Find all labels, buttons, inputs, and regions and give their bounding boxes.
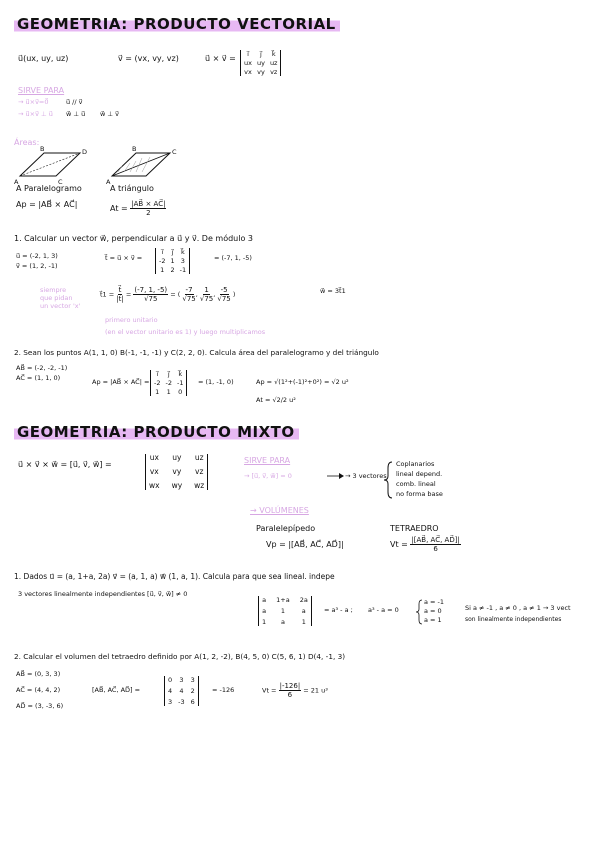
brace-item-1: Coplanarios <box>396 460 435 468</box>
tri-point-a: A <box>106 178 111 186</box>
sirve-title-vectorial: SIRVE PARA <box>18 86 65 95</box>
sirve-1b: u⃗ // v⃗ <box>66 98 83 106</box>
mixto-ex1-concl-2: son linealmente independientes <box>465 616 562 623</box>
ex2-matrix: i⃗ j⃗ k⃗ -2 -2 -1 1 1 0 <box>150 370 187 396</box>
brace-item-4: no forma base <box>396 490 443 498</box>
mixto-ex1-concl-1: Si a ≠ -1 , a ≠ 0 , a ≠ 1 → 3 vect <box>465 604 571 612</box>
mixto-sirve-title: SIRVE PARA <box>244 456 291 465</box>
ex2-ap2: Ap = √(1²+(-1)²+0²) = √2 u² <box>256 378 349 386</box>
parallelogram-diagonal <box>20 153 80 176</box>
para-point-d: D <box>82 148 88 156</box>
mixto-ex2-bracket: [AB⃗, AC⃗, AD⃗] = <box>92 686 141 694</box>
sirve-2c: w⃗ ⊥ v⃗ <box>100 110 119 118</box>
sirve-arrow-head <box>339 473 344 479</box>
mixto-ex2-ad: AD⃗ = (3, -3, 6) <box>16 702 64 710</box>
ex1-unit-vector: t⃗1 = $\frac{t⃗}{|t⃗|}$ = $\frac{(-7, 1, -5)}{√75}$ = ( $\frac{-7}{√75}$ , $\frac{1}{√75}$ , $\frac{-5}{√75}$ ) <box>100 286 236 303</box>
para-label: A Paralelogramo <box>16 184 82 193</box>
ex1-v: v⃗ = (1, 2, -1) <box>16 262 58 270</box>
mixto-ex2-matrix: 0 3 3 4 4 2 3 -3 6 <box>164 676 199 706</box>
para-point-b: B <box>40 145 45 153</box>
def-u: u⃗(ux, uy, uz) <box>18 54 69 63</box>
ex1-note-a: siempre <box>40 286 67 294</box>
mixto-ex2-title: 2. Calcular el volumen del tetraedro definido por A(1, 2, -2), B(4, 5, 0) C(5, 6, 1) D(4, -1, 3) <box>14 652 346 661</box>
mixto-ex2-vt: Vt = $\frac{|-126|}{6}$ = 21 u³ <box>262 682 328 699</box>
cross-matrix: i⃗ j⃗ k⃗ ux uy uz vx vy vz <box>240 50 281 76</box>
tri-point-b: B <box>132 145 137 153</box>
ex1-note-e: (en el vector unitario es 1) y luego multiplicamos <box>105 328 266 336</box>
mixto-ex1-title: 1. Dados u⃗ = (a, 1+a, 2a) v⃗ = (a, 1, a) w⃗ (1, a, 1). Calcula para que sea lineal. indepe <box>14 572 335 581</box>
sirve-2a: → u⃗×v⃗ ⊥ u⃗ <box>18 110 53 118</box>
ex2-res: = (1, -1, 0) <box>198 378 234 386</box>
brace <box>384 462 392 498</box>
mixto-ex1-sol-1: a = -1 <box>424 598 445 606</box>
mixto-ex1-eq: = a³ - a ; <box>324 606 353 614</box>
mixto-ex1-matrix: a 1+a 2a a 1 a 1 a 1 <box>258 596 312 626</box>
tri-point-c: C <box>172 148 177 156</box>
tetraedro-label: TETRAEDRO <box>390 524 439 533</box>
triangle-hatch <box>118 157 150 172</box>
mixto-ex2-det: = -126 <box>212 686 235 694</box>
ex1-u: u⃗ = (-2, 1, 3) <box>16 252 58 260</box>
ex1-matrix: i⃗ j⃗ k⃗ -2 1 3 1 2 -1 <box>155 248 190 274</box>
mixto-def-label: u⃗ × v⃗ × w⃗ = [u⃗, v⃗, w⃗] = <box>18 460 112 469</box>
para-formula: Ap = |AB⃗ × AC⃗| <box>16 200 78 209</box>
mixto-ex1-sol-2: a = 0 <box>424 607 442 615</box>
page-title-mixto: GEOMETRIA: PRODUCTO MIXTO <box>14 422 299 441</box>
sirve-1a: → u⃗×v⃗=0⃗ <box>18 98 49 106</box>
brace-item-2: lineal depend. <box>396 470 443 478</box>
ex2-at: At = √2/2 u² <box>256 396 296 404</box>
brace-item-3: comb. lineal <box>396 480 436 488</box>
def-v: v⃗ = (vx, vy, vz) <box>118 54 179 63</box>
mixto-ex2-ac: AC⃗ = (4, 4, 2) <box>16 686 61 694</box>
mixto-arrow-result: → 3 vectores <box>345 472 387 480</box>
triangle-diagonal <box>112 153 170 176</box>
mixto-sirve-line: → [u⃗, v⃗, w⃗] = 0 <box>244 472 292 480</box>
ex1-note-b: que pidan <box>40 294 73 302</box>
vt-formula: Vt = $\frac{|[AB⃗, AC⃗, AD⃗]|}{6}$ <box>390 536 460 553</box>
mixto-ex1-sol-3: a = 1 <box>424 616 442 624</box>
mixto-ex1-eq2: a³ - a = 0 <box>368 606 399 614</box>
tri-formula: At = $\frac{|AB⃗ \times AC⃗|}{2}$ <box>110 200 166 217</box>
mixto-def-matrix: ux uy uz vx vy vz wx wy wz <box>145 454 208 490</box>
para-point-a: A <box>14 178 19 186</box>
areas-title: Áreas: <box>14 138 40 147</box>
ex1-w: w⃗ = 3t⃗1 <box>320 287 346 295</box>
ex2-ap: Ap = |AB⃗ × AC⃗| = <box>92 378 150 386</box>
sirve-2b: w⃗ ⊥ u⃗ <box>66 110 86 118</box>
ex2-title: 2. Sean los puntos A(1, 1, 0) B(-1, -1, -1) y C(2, 2, 0). Calcula área del paralelogramo y del triángulo <box>14 348 379 357</box>
mixto-ex1-sub: 3 vectores linealmente independientes [u⃗, v⃗, w⃗] ≠ 0 <box>18 590 188 598</box>
ex1-sol-brace <box>416 600 422 624</box>
tri-label: A triángulo <box>110 184 154 193</box>
ex1-note-c: un vector 'x' <box>40 302 81 310</box>
page-title-vectorial: GEOMETRIA: PRODUCTO VECTORIAL <box>14 14 340 33</box>
ex1-title: 1. Calcular un vector w⃗, perpendicular a u⃗ y v⃗. De módulo 3 <box>14 234 253 243</box>
vp-formula: Vp = |[AB⃗, AC⃗, AD⃗]| <box>266 540 344 549</box>
ex2-ab: AB⃗ = (-2, -2, -1) <box>16 364 68 372</box>
mixto-ex2-ab: AB⃗ = (0, 3, 3) <box>16 670 61 678</box>
ex2-ac: AC⃗ = (1, 1, 0) <box>16 374 61 382</box>
ex1-note-d: primero unitario <box>105 316 158 324</box>
cross-label: u⃗ × v⃗ = <box>205 54 236 63</box>
paralelepipedo-label: Paralelepípedo <box>256 524 316 533</box>
ex1-t-label: t⃗ = u⃗ × v⃗ = <box>105 254 143 262</box>
para-point-c: C <box>58 178 63 186</box>
ex1-result: = (-7, 1, -5) <box>214 254 252 262</box>
vol-title: → VOLÚMENES <box>250 506 309 515</box>
